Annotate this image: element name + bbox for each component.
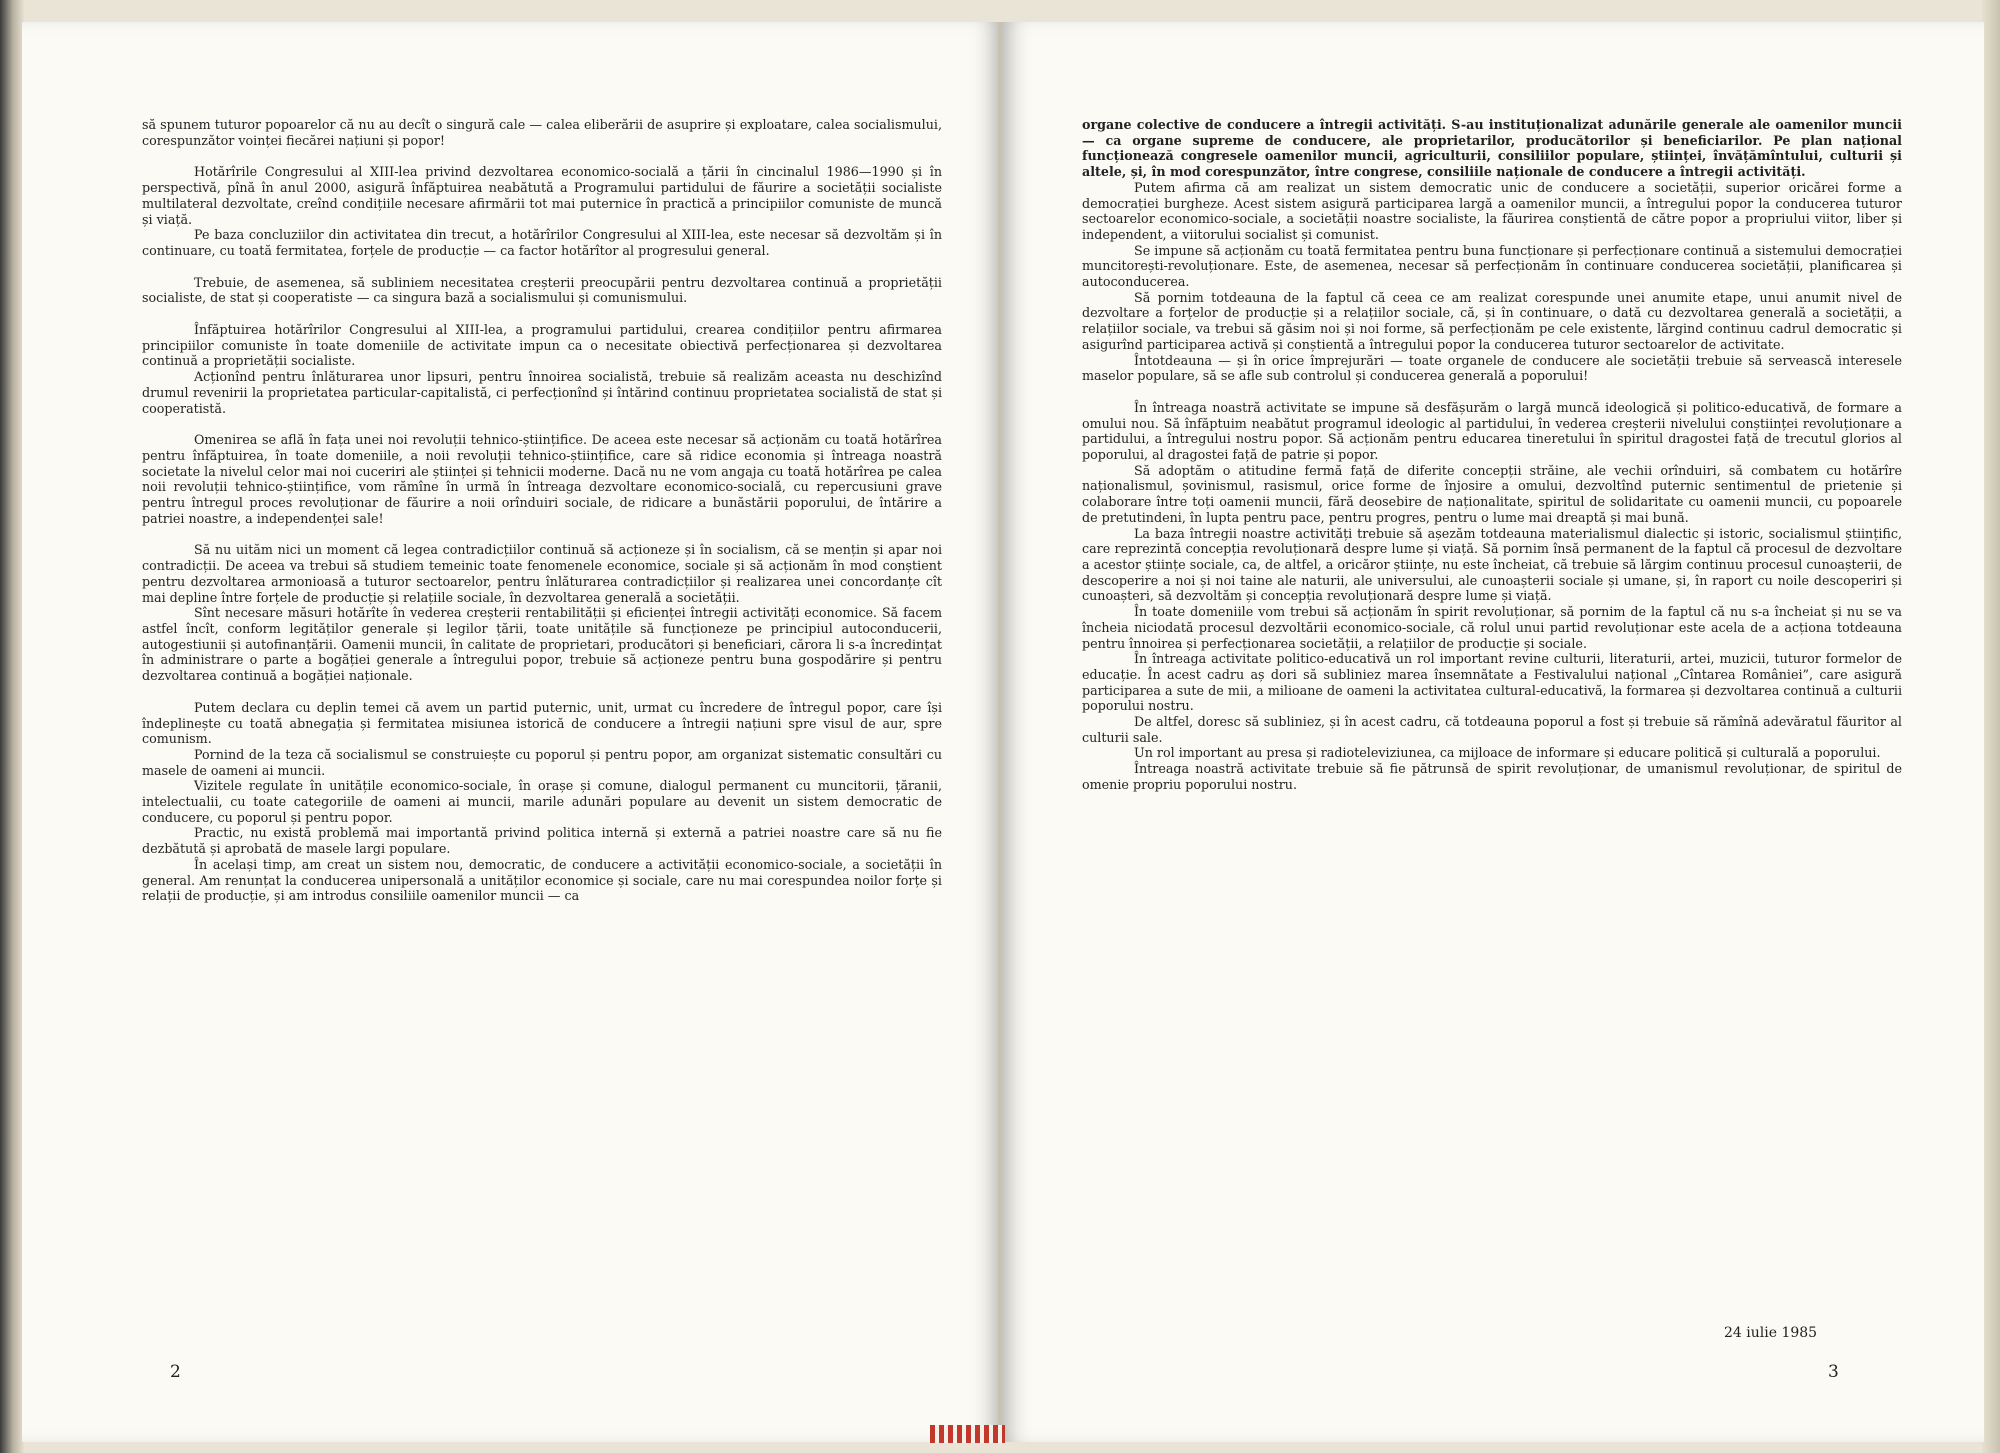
- paragraph: Întotdeauna — și în orice împrejurări — toate organele de conducere ale societății trebuie să servească interesele maselor populare, să se afle sub controlul și conducerea generală a poporului!: [1082, 352, 1902, 384]
- speech-date: 24 iulie 1985: [1724, 1325, 1818, 1341]
- paragraph: Întreaga noastră activitate trebuie să fie pătrunsă de spirit revoluționar, de umanismul revoluționar, de spiritul de omenie propriu poporului nostru.: [1082, 761, 1902, 792]
- binding-thread: [930, 1425, 1005, 1443]
- page-number: 3: [1828, 1362, 1839, 1382]
- paragraph: Hotărîrile Congresului al XIII-lea privind dezvoltarea economico-socială a țării în cincinalul 1986—1990 și în perspectivă, pînă în anul 2000, asigură înfăptuirea neabătută a Programului partidului de făurire a societății socialiste multilateral dezvoltate, creînd condițiile necesare afirmării tot mai puternice în practică a principiilor comuniste de muncă și viață.: [142, 164, 942, 227]
- paragraph: În întreaga noastră activitate se impune să desfășurăm o largă muncă ideologică și politico-educativă, de formare a omului nou. Să înfăptuim neabătut programul ideologic al partidului, în vederea creșterii nivelului conștiinței revoluționare a partidului, a întregului nostru popor. Să acționăm pentru educarea tineretului în spiritul dragostei față de trecutul glorios al poporului, al dragostei față de patrie și popor.: [1082, 399, 1902, 463]
- paragraph: Sînt necesare măsuri hotărîte în vederea creșterii rentabilității și eficienței întregii activități economice. Să facem astfel încît, conform legităților generale și legilor țării, toate unitățile să funcționeze pe principiul autoconducerii, autogestiunii și autofinanțării. Oamenii muncii, în calitate de proprietari, producători și beneficiari, cărora li s-a încredințat în administrare o parte a bogăției generale a întregului popor, trebuie să acționeze pentru buna gospodărire și pentru dezvoltarea continuă a bogăției naționale.: [142, 605, 942, 684]
- left-page: [22, 22, 1000, 1442]
- paragraph: organe colective de conducere a întregii activități. S-au instituționalizat adunările generale ale oamenilor muncii — ca organe supreme de conducere, ale proprietarilor, producătorilor și beneficiarilor. Pe plan național funcționează congresele oamenilor muncii, agriculturii, consiliilor populare, științei, învățămîntului, culturii și altele, și, în mod corespunzător, între congrese, consiliile naționale de conducere a întregii activități.: [1082, 117, 1902, 180]
- paragraph: Acționînd pentru înlăturarea unor lipsuri, pentru înnoirea socialistă, trebuie să realizăm aceasta nu deschizînd drumul revenirii la proprietatea particular-capitalistă, ci perfecționînd și întărind continuu proprietatea socialistă de stat și cooperatistă.: [142, 369, 942, 416]
- paragraph: Să nu uităm nici un moment că legea contradicțiilor continuă să acționeze și în socialism, că se mențin și apar noi contradicții. De aceea va trebui să studiem temeinic toate fenomenele economice, sociale și să acționăm în mod conștient pentru dezvoltarea armonioasă a tuturor sectoarelor, pentru înlăturarea contradicțiilor și realizarea unei concordanțe cît mai depline între forțele de producție și relațiile sociale, în dezvoltarea generală a societății.: [142, 542, 942, 605]
- paragraph: În același timp, am creat un sistem nou, democratic, de conducere a activității economico-sociale, a societății în general. Am renunțat la conducerea unipersonală a unităților economice și sociale, care nu mai corespundea noilor forțe și relații de producție, și am introdus consiliile oamenilor muncii — ca: [142, 856, 942, 904]
- paragraph: Se impune să acționăm cu toată fermitatea pentru buna funcționare și perfecționare continuă a sistemului democrației muncitorești-revoluționare. Este, de asemenea, necesar să perfecționăm în continuare conducerea societății, planificarea și autoconducerea.: [1082, 242, 1902, 290]
- paragraph: Omenirea se află în fața unei noi revoluții tehnico-științifice. De aceea este necesar să acționăm cu toată hotărîrea pentru înfăptuirea, în toate domeniile, a noii revoluții tehnico-științifice, care să ridice economia și întreaga noastră societate la nivelul celor mai noi cuceriri ale științei și tehnicii moderne. Dacă nu ne vom angaja cu toată hotărîrea pe calea noii revoluții tehnico-științifice, vom rămîne în urmă în întreaga dezvoltare economico-socială, cu repercusiuni grave pentru întregul proces revoluționar de făurire a noii orînduiri sociale, de ridicare a bunăstării poporului, de întărire a patriei noastre, a independenței sale!: [142, 432, 942, 526]
- book-edge-left: [0, 0, 24, 1453]
- paragraph: Să pornim totdeauna de la faptul că ceea ce am realizat corespunde unei anumite etape, unui anumit nivel de dezvoltare a forțelor de producție și a relațiilor sociale, că, și în continuare, o dată cu dezvoltarea generală a societății, a relațiilor sociale, va trebui să găsim noi și noi forme, să perfecționăm pe cele existente, lărgind continuu cadrul democratic și asigurînd participarea activă și conștientă a întregului popor la conducerea tuturor sectoarelor de activitate.: [1082, 289, 1902, 352]
- paragraph: Înfăptuirea hotărîrilor Congresului al XIII-lea, a programului partidului, crearea condițiilor pentru afirmarea principiilor comuniste în toate domeniile de activitate impun ca o necesitate obiectivă perfecționarea și dezvoltarea continuă a proprietății socialiste.: [142, 322, 942, 369]
- paragraph: Un rol important au presa și radioteleviziunea, ca mijloace de informare și educare politică și culturală a poporului.: [1134, 745, 1881, 761]
- paragraph: Putem afirma că am realizat un sistem democratic unic de conducere a societății, superior oricărei forme a democrației burgheze. Acest sistem asigură participarea largă a oamenilor muncii, a întregului popor la conducerea tuturor sectoarelor economico-sociale, a societății noastre socialiste, la făurirea conștientă de către popor a propriului viitor, liber și independent, a viitorului socialist și comunist.: [1082, 179, 1902, 242]
- right-text-column: [1082, 117, 1902, 793]
- right-page: [1002, 22, 1984, 1442]
- paragraph: Să adoptăm o atitudine fermă față de diferite concepții străine, ale vechii orînduiri, să combatem cu hotărîre naționalismul, șovinismul, rasismul, orice forme de înjosire a omului, dezvoltînd puternic sentimentul de prietenie și colaborare între toți oamenii muncii, fără deosebire de naționalitate, spiritul de solidaritate cu oamenii muncii, cu popoarele de pretutindeni, în lupta pentru pace, pentru progres, pentru o lume mai dreaptă și mai bună.: [1082, 462, 1902, 525]
- paragraph: În toate domeniile vom trebui să acționăm în spirit revoluționar, să pornim de la faptul că nu s-a încheiat și nu se va încheia niciodată procesul dezvoltării economico-sociale, că rolul unui partid revoluționar este acela de a acționa totdeauna pentru înnoirea și perfecționarea societății, a relațiilor de producție și sociale.: [1082, 604, 1902, 651]
- paragraph: Trebuie, de asemenea, să subliniem necesitatea creșterii preocupării pentru dezvoltarea continuă a proprietății socialiste, de stat și cooperatiste — ca singura bază a socialismului și comunismului.: [142, 274, 942, 306]
- paragraph: Pe baza concluziilor din activitatea din trecut, a hotărîrilor Congresului al XIII-lea, este necesar să dezvoltăm și în continuare, cu toată fermitatea, forțele de producție — ca factor hotărîtor al progresului general.: [142, 227, 942, 258]
- paragraph: Vizitele regulate în unitățile economico-sociale, în orașe și comune, dialogul permanent cu muncitorii, țăranii, intelectualii, cu toate categoriile de oameni ai muncii, marile adunări populare au devenit un sistem democratic de conducere, cu poporul și pentru popor.: [142, 778, 942, 825]
- paragraph: De altfel, doresc să subliniez, și în acest cadru, că totdeauna poporul a fost și trebuie să rămînă adevăratul făuritor al culturii sale.: [1082, 714, 1902, 745]
- paragraph: Pornind de la teza că socialismul se construiește cu poporul și pentru popor, am organizat sistematic consultări cu masele de oameni ai muncii.: [142, 746, 942, 778]
- paragraph: Putem declara cu deplin temei că avem un partid puternic, unit, urmat cu încredere de întregul popor, care își îndeplinește cu toată abnegația și fermitatea misiunea istorică de conducere a întregii națiuni spre visul de aur, spre comunism.: [142, 699, 942, 747]
- paragraph: să spunem tuturor popoarelor că nu au decît o singură cale — calea eliberării de asuprire și exploatare, calea socialismului, corespunzător voinței fiecărei națiuni și popor!: [142, 117, 942, 148]
- left-text-column: [142, 117, 942, 904]
- paragraph: La baza întregii noastre activități trebuie să așezăm totdeauna materialismul dialectic și istoric, socialismul științific, care reprezintă concepția revoluționară despre lume și viață. Să pornim însă permanent de la faptul că procesul de dezvoltare a acestor științe sociale, ca, de altfel, a oricăror științe, nu este încheiat, că trebuie să lărgim continuu procesul cunoașterii, de descoperire a noi și noi taine ale naturii, ale universului, ale cunoașterii sociale și umane, și, în raport cu noile descoperiri și cunoașteri, să dezvoltăm și concepția revoluționară despre lume și viață.: [1082, 525, 1902, 604]
- paragraph: Practic, nu există problemă mai importantă privind politica internă și externă a patriei noastre care să nu fie dezbătută și aprobată de masele largi populare.: [142, 825, 942, 857]
- book-edge-right: [1982, 0, 2000, 1453]
- paragraph: În întreaga activitate politico-educativă un rol important revine culturii, literaturii, artei, muzicii, tuturor formelor de educație. În acest cadru aș dori să subliniez marea însemnătate a Festivalului național „Cîntarea României”, care asigură participarea a sute de mii, a milioane de oameni la activitatea cultural-educativă, la formarea și dezvoltarea continuă a culturii poporului nostru.: [1082, 651, 1902, 714]
- page-number: 2: [170, 1362, 181, 1382]
